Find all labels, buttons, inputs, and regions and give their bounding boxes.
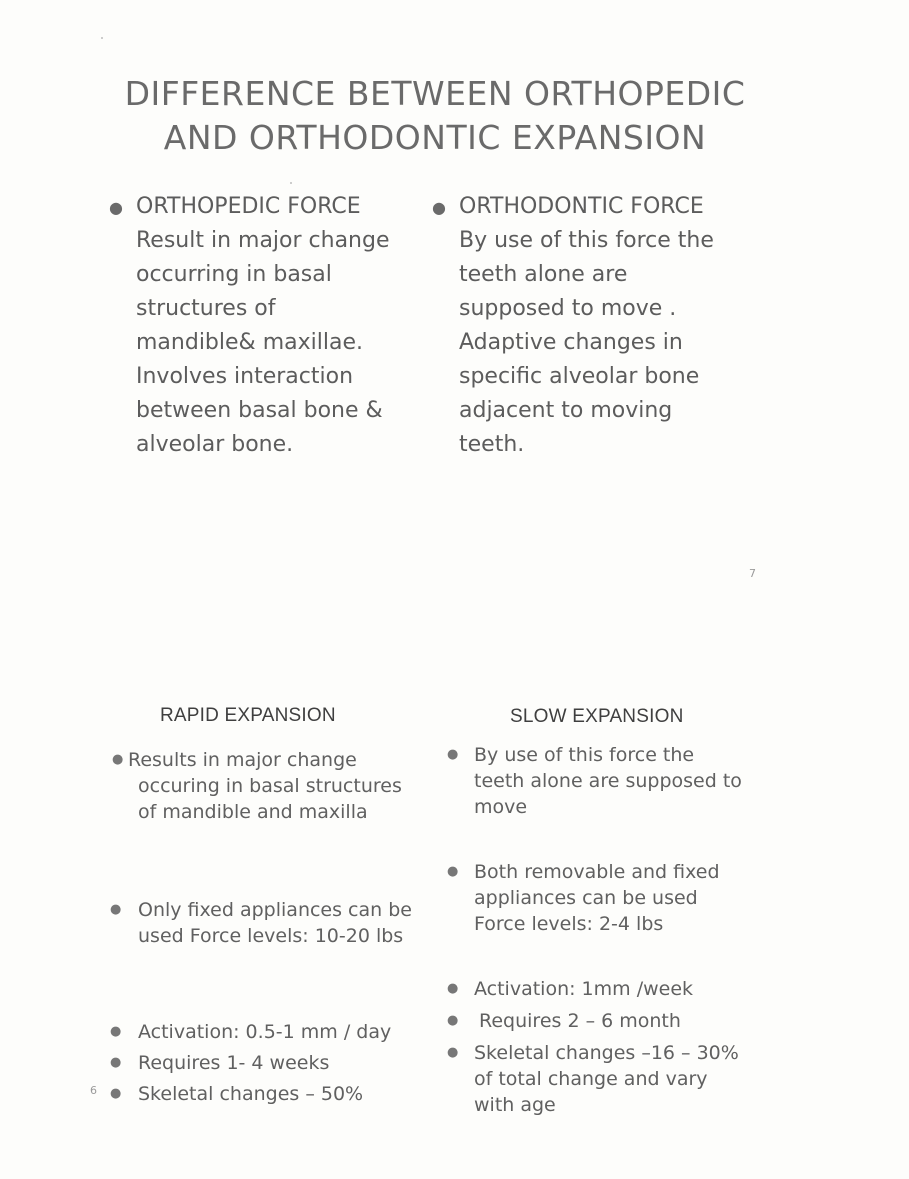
scan-speck	[290, 182, 292, 184]
slow-item	[447, 1040, 739, 1118]
slow-item-line: of total change and vary	[474, 1068, 708, 1090]
scan-speck	[101, 37, 103, 39]
slow-item-line: Skeletal changes –16 – 30%	[474, 1042, 739, 1064]
slow-item-line: Both removable and fixed	[474, 861, 720, 883]
slow-item-line: Activation: 1mm /week	[474, 978, 694, 1000]
orthodontic-line: Adaptive changes in	[459, 330, 683, 355]
slow-item-line: Requires 2 – 6 month	[479, 1010, 681, 1032]
rapid-item	[110, 897, 412, 949]
bullet-icon: ●	[112, 752, 124, 767]
slow-expansion-heading: SLOW EXPANSION	[510, 706, 684, 727]
rapid-item-line: occuring in basal structures	[138, 775, 402, 797]
orthopedic-line: between basal bone &	[136, 398, 383, 423]
slow-item-line: By use of this force the	[474, 744, 695, 766]
orthodontic-line: adjacent to moving	[459, 398, 673, 423]
bullet-icon: ●	[109, 198, 123, 217]
orthodontic-line: teeth.	[459, 432, 525, 457]
orthopedic-heading: ORTHOPEDIC FORCE	[136, 194, 361, 219]
orthodontic-force-block	[432, 190, 769, 462]
bullet-icon: ●	[447, 1013, 459, 1028]
slow-item	[447, 1008, 681, 1034]
bullet-icon: ●	[447, 747, 459, 762]
rapid-item-line: Only fixed appliances can be	[138, 899, 412, 921]
orthopedic-line: occurring in basal	[136, 262, 332, 287]
orthopedic-line: structures of	[136, 296, 276, 321]
title-line-2: AND ORTHODONTIC EXPANSION	[163, 118, 707, 157]
orthodontic-line: teeth alone are	[459, 262, 628, 287]
orthopedic-line: alveolar bone.	[136, 432, 294, 457]
orthodontic-heading: ORTHODONTIC FORCE	[459, 194, 704, 219]
orthodontic-line: specific alveolar bone	[459, 364, 700, 389]
bullet-icon: ●	[432, 198, 446, 217]
bullet-icon: ●	[110, 902, 122, 917]
slow-item-line: move	[474, 796, 528, 818]
bullet-icon: ●	[110, 1055, 122, 1070]
orthopedic-line: mandible& maxillae.	[136, 330, 363, 355]
rapid-item	[110, 1081, 364, 1107]
title-line-1: DIFFERENCE BETWEEN ORTHOPEDIC	[124, 74, 746, 113]
slow-item	[447, 742, 742, 820]
rapid-item	[110, 1050, 330, 1076]
orthopedic-force-block	[109, 190, 436, 462]
bullet-icon: ●	[110, 1024, 122, 1039]
rapid-item	[110, 1019, 392, 1045]
page-title	[60, 72, 810, 160]
orthopedic-line: Involves interaction	[136, 364, 354, 389]
rapid-expansion-heading: RAPID EXPANSION	[160, 705, 336, 726]
rapid-item-line: used Force levels: 10-20 lbs	[138, 925, 404, 947]
rapid-item-line: Skeletal changes – 50%	[138, 1083, 364, 1105]
bullet-icon: ●	[447, 981, 459, 996]
slow-item-line: Force levels: 2-4 lbs	[474, 913, 664, 935]
slow-item-line: with age	[474, 1094, 556, 1116]
page-mark: 7	[749, 567, 756, 580]
slow-item-line: appliances can be used	[474, 887, 698, 909]
left-margin-mark: 6	[90, 1084, 97, 1097]
bullet-icon: ●	[447, 864, 459, 879]
orthodontic-line: supposed to move .	[459, 296, 677, 321]
slow-item-line: teeth alone are supposed to	[474, 770, 742, 792]
slow-item	[447, 859, 720, 937]
rapid-item	[112, 747, 402, 825]
rapid-item-line: of mandible and maxilla	[138, 801, 368, 823]
bullet-icon: ●	[447, 1045, 459, 1060]
slow-item	[447, 976, 694, 1002]
orthodontic-line: By use of this force the	[459, 228, 714, 253]
rapid-item-line: Requires 1- 4 weeks	[138, 1052, 330, 1074]
bullet-icon: ●	[110, 1086, 122, 1101]
rapid-item-line: Activation: 0.5-1 mm / day	[138, 1021, 392, 1043]
orthopedic-line: Result in major change	[136, 228, 390, 253]
rapid-item-line: Results in major change	[128, 749, 357, 771]
